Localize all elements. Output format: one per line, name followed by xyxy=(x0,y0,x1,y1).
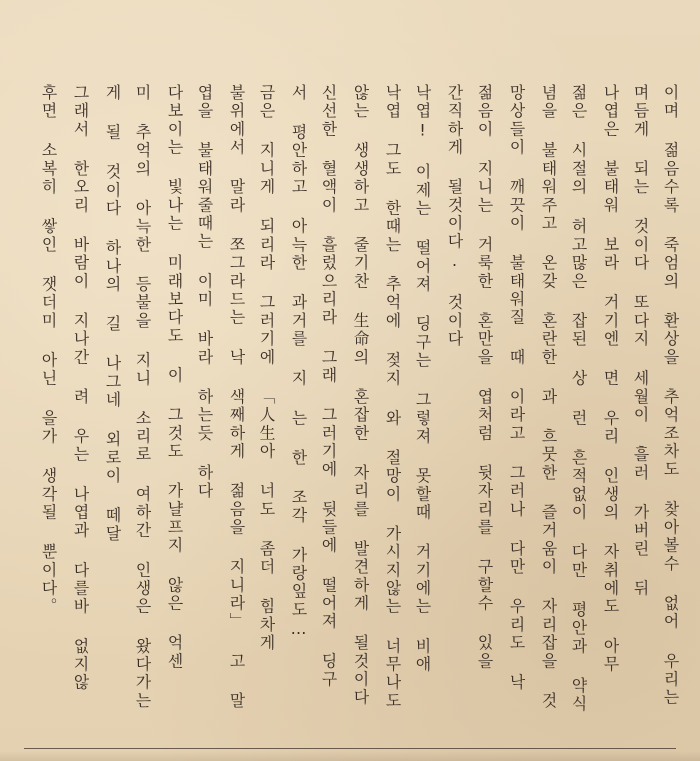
text-column: 며듬게 되는 것이다 또다지 세월이 흘러 가버린 뒤 xyxy=(631,84,650,598)
text-column: 이며 젊음수록 죽엄의 환상을 추억조차도 찾아볼수 없어 우리는 xyxy=(661,84,680,707)
text-column: 불위에서 말라 쪼그라드는 낙 색째하게 젊음을 지니라」 고 말 xyxy=(227,84,246,711)
text-column: 젊은 시절의 허고많은 잡된 상 런 흔적없이 다만 평안과 약식 xyxy=(569,84,588,714)
text-column: 낙엽 그도 한때는 추억에 젖지 와 절망이 가시지않는 너무나도 xyxy=(383,84,402,711)
text-column: 후면 소복히 쌓인 잿더미 아닌 을가 생각될 뿐이다。 xyxy=(39,84,58,616)
text-column: 다보이는 빛나는 미래보다도 이 그것도 가냘프지 않은 억센 xyxy=(165,84,184,671)
text-column: 서 평안하고 아늑한 과거를 지 는 한 조각 가랑잎도… xyxy=(289,84,308,641)
text-column: 신선한 혈액이 흘렀으리라 그래 그러기에 뒷들에 떨어져 딩구 xyxy=(319,84,338,689)
bottom-rule xyxy=(24,748,676,749)
text-column: 그래서 한오리 바람이 지나간 려 우는 나엽과 다를바 없지않 xyxy=(71,84,90,692)
text-column: 낙엽! 이제는 떨어져 딩구는 그렇져 못할때 거기에는 비애 xyxy=(413,84,432,674)
text-column: 나엽은 불태워 보라 거기엔 면 우리 인생의 자취에도 아무 xyxy=(601,84,620,674)
text-column: 금은 지니게 되리라 그러기에 「人生아 너도 좀더 힘차게 xyxy=(257,84,276,653)
text-column: 않는 생생하고 줄기찬 生命의 혼잡한 자리를 발견하게 될것이다 xyxy=(351,84,370,707)
text-column: 젊음이 지니는 거룩한 혼만을 엽처럼 뒷자리를 구할수 있을 xyxy=(475,84,494,671)
page-edge-shadow xyxy=(0,751,700,761)
text-column: 간직하게 될것이다. 것이다 xyxy=(445,84,464,349)
text-column: 엽을 불태워줄때는 이미 바라 하는듯 하다 xyxy=(195,84,214,501)
text-column: 망상들이 깨끗이 불태워질 때 이라고 그러나 다만 우리도 낙 xyxy=(507,84,526,692)
text-column: 미 추억의 아늑한 등불을 지니 소리로 여하간 인생은 왔다가는 xyxy=(133,84,152,711)
text-column: 게 될 것이다 하나의 길 나그네 외로이 떼달 xyxy=(103,84,122,544)
vertical-text-body xyxy=(18,84,682,724)
text-column xyxy=(18,84,30,724)
text-column: 념을 불태워주고 온갖 혼란한 과 흐뭇한 즐거움이 자리잡을 것 xyxy=(539,84,558,711)
